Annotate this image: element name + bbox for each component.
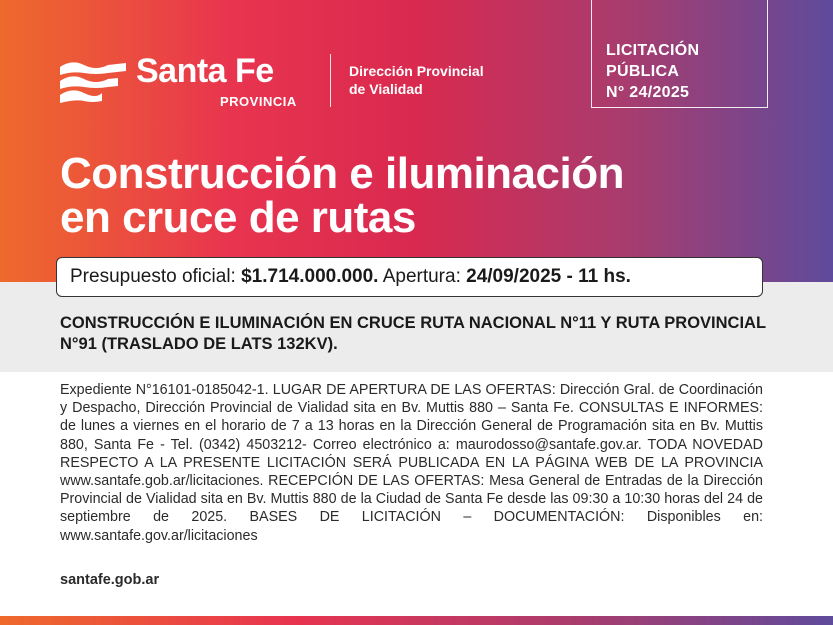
logo-divider bbox=[330, 54, 331, 107]
budget-box bbox=[56, 257, 763, 297]
santa-fe-stripes-logo-icon bbox=[58, 55, 128, 107]
agency-name bbox=[349, 62, 484, 98]
tender-line-3: N° 24/2025 bbox=[606, 84, 690, 101]
tender-line-2: PÚBLICA bbox=[606, 63, 680, 80]
budget-amount: $1.714.000.000. bbox=[241, 266, 379, 287]
notice-body: Expediente N°16101-0185042-1. LUGAR DE APERTURA DE LAS OFERTAS: Dirección Gral. de Coordinación y Despacho, Dirección Provincial de Vialidad sita en Bv. Muttis 880 – Santa Fe. CONSULTAS E INFORMES: de lunes a viernes en el horario de 7 a 13 horas en la Dirección General de Programación sita en Bv. Muttis 880, Santa Fe - Tel. (0342) 4503212- Correo electrónico a: maurodosso@santafe.gov.ar. TODA NOVEDAD RESPECTO A LA PRESENTE LICITACIÓN SERÁ PUBLICADA EN LA PÁGINA WEB DE LA PROVINCIA www.santafe.gob.ar/licitaciones. RECEPCIÓN DE LAS OFERTAS: Mesa General de Entradas de la Dirección Provincial de Vialidad sita en Bv. Muttis 880 de la Ciudad de Santa Fe desde las 09:30 a 10:30 horas del 24 de septiembre de 2025. BASES DE LICITACIÓN – DOCUMENTACIÓN: Disponibles en: www.santafe.gov.ar/licitaciones bbox=[60, 382, 763, 544]
opening-value: 24/09/2025 - 11 hs. bbox=[466, 266, 631, 287]
agency-line-2: de Vialidad bbox=[349, 81, 423, 97]
tender-line-1: LICITACIÓN bbox=[606, 42, 700, 59]
agency-line-1: Dirección Provincial bbox=[349, 63, 484, 79]
tender-label bbox=[606, 40, 699, 103]
budget-label: Presupuesto oficial: bbox=[70, 266, 236, 287]
opening-label: Apertura: bbox=[382, 266, 461, 287]
title-line-1: Construcción e iluminación bbox=[60, 149, 624, 198]
title-line-2: en cruce de rutas bbox=[60, 193, 416, 242]
brand-name: Santa Fe bbox=[136, 52, 274, 90]
page-title bbox=[60, 149, 624, 242]
bottom-gradient-bar bbox=[0, 616, 833, 625]
santa-fe-logo bbox=[58, 50, 358, 110]
tender-number-box bbox=[591, 0, 768, 108]
brand-sub: PROVINCIA bbox=[220, 94, 297, 109]
footer-website: santafe.gob.ar bbox=[60, 572, 160, 588]
project-subtitle: CONSTRUCCIÓN E ILUMINACIÓN EN CRUCE RUTA NACIONAL N°11 Y RUTA PROVINCIAL N°91 (TRASLADO DE LATS 132KV). bbox=[60, 314, 766, 353]
